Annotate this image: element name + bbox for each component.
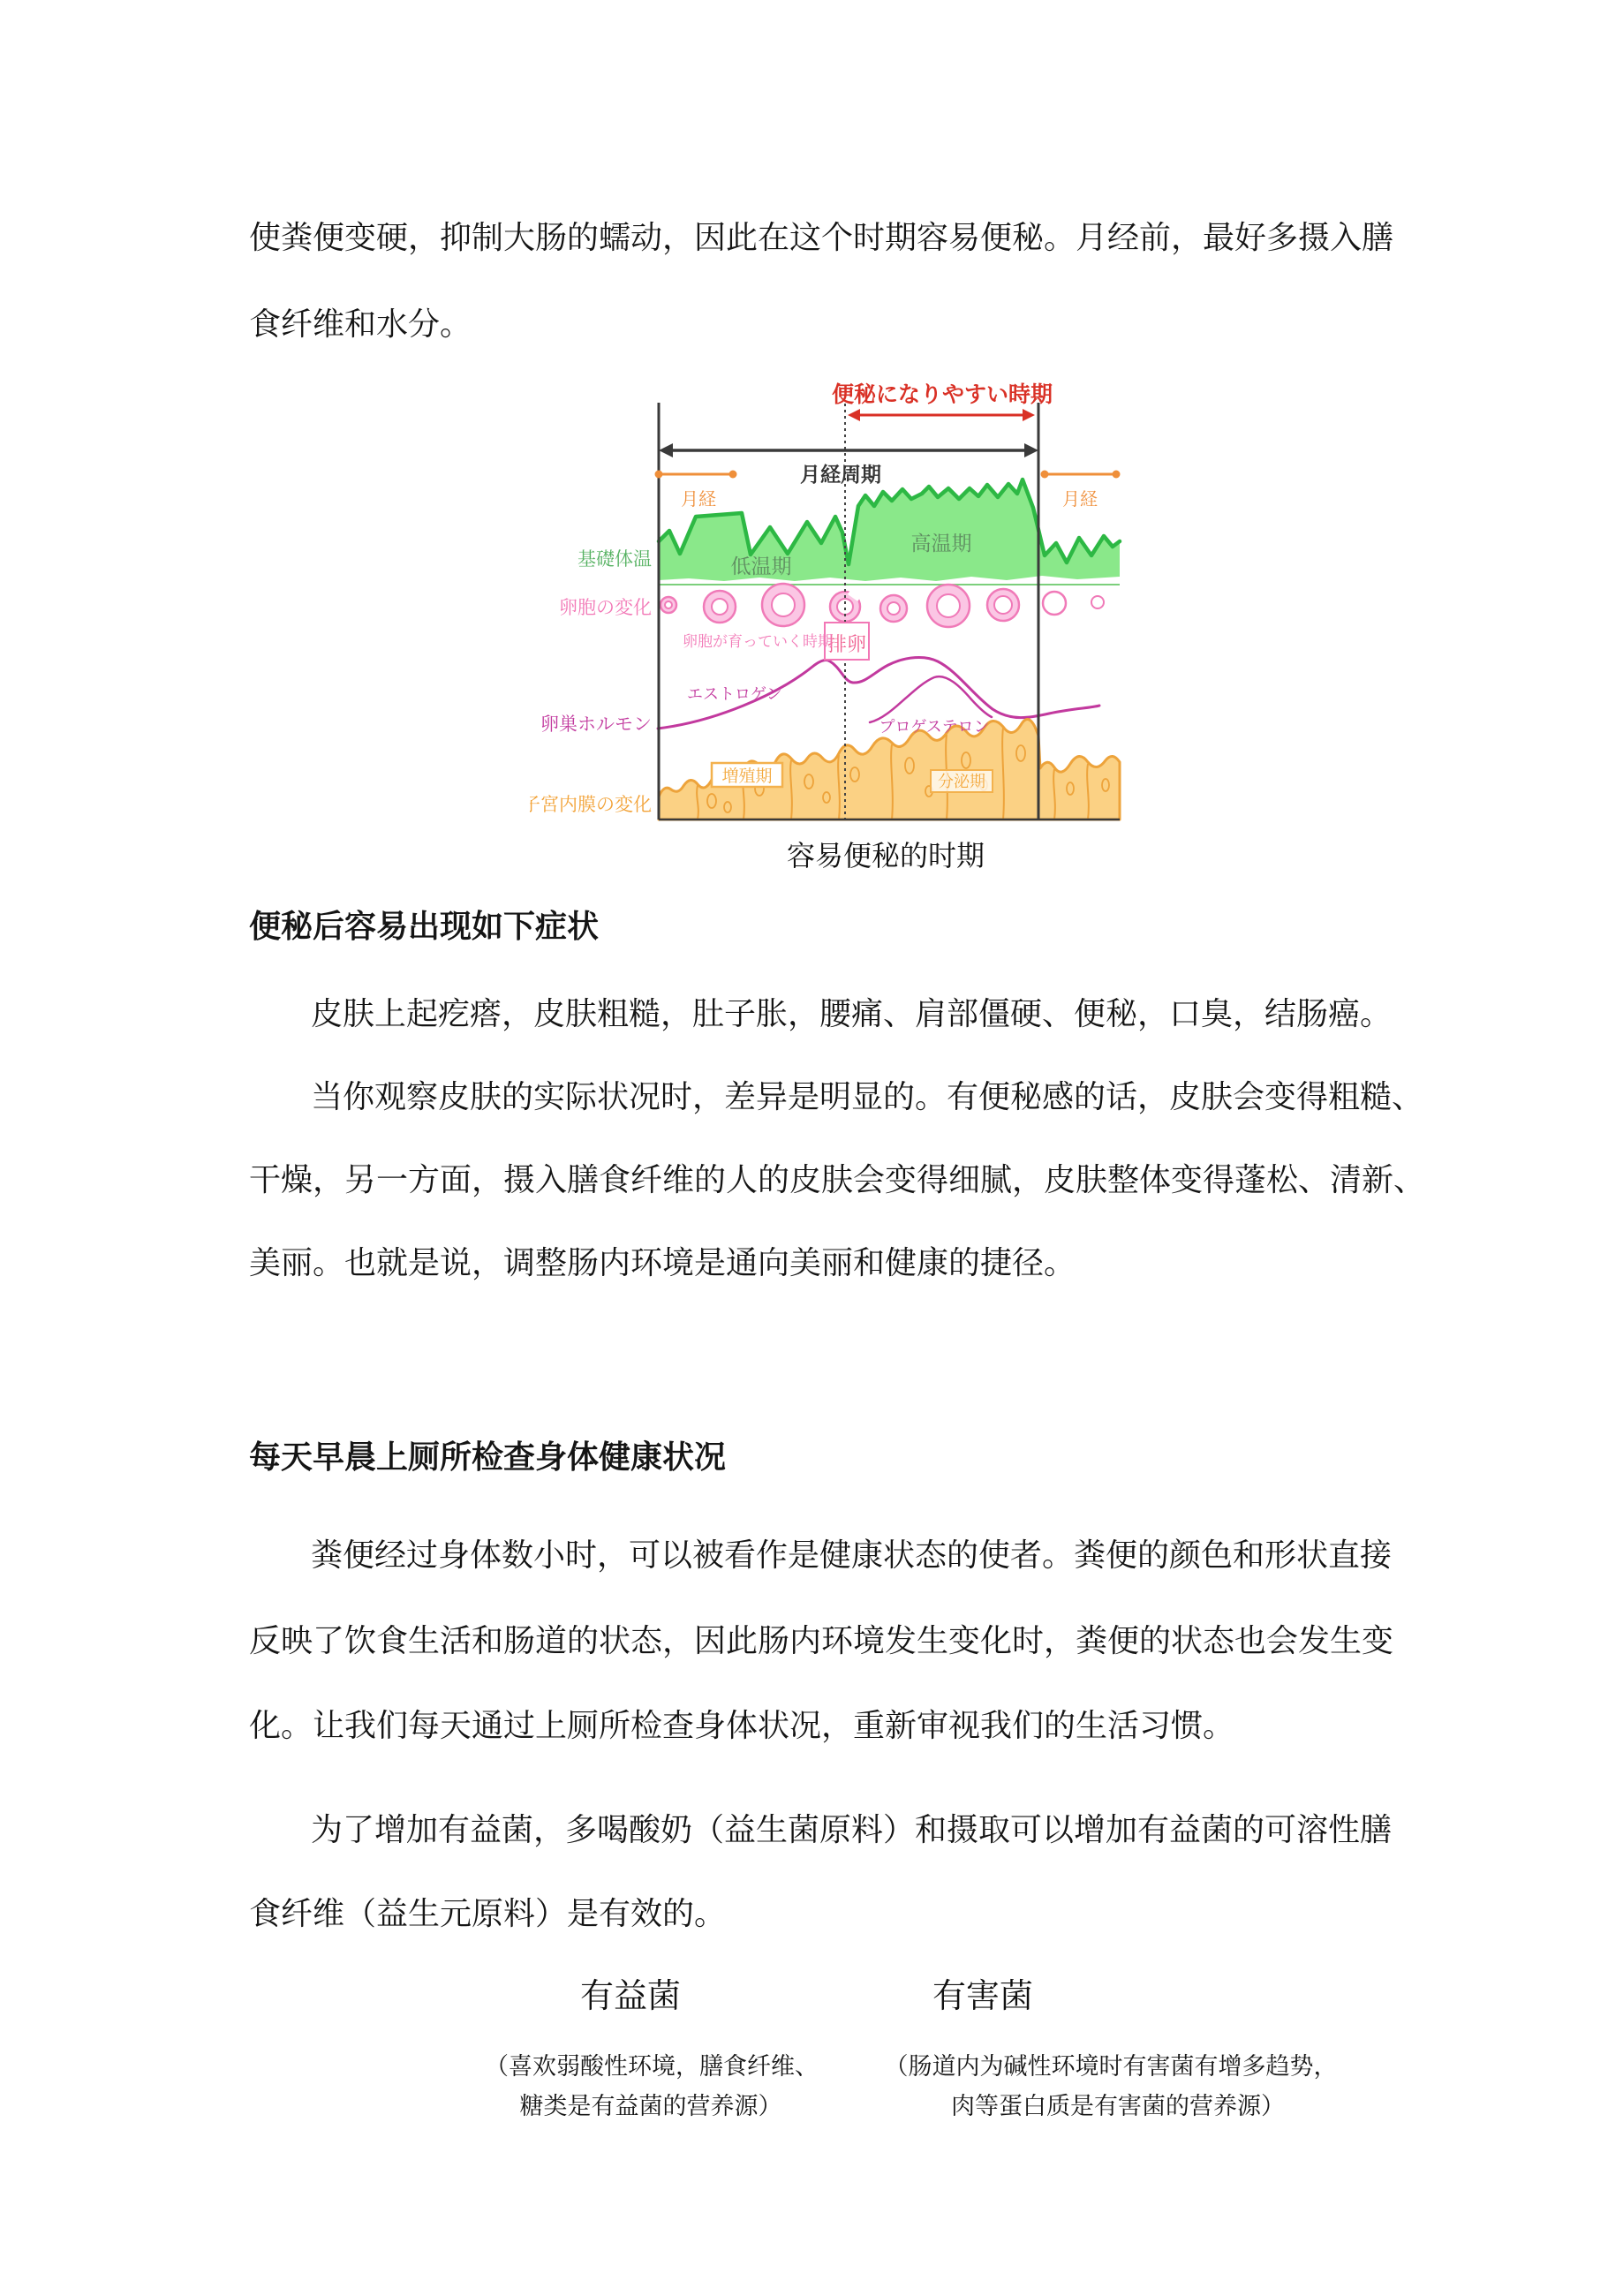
low-temp-label: 低温期 <box>730 555 792 578</box>
paragraph-line: 食纤维和水分。 <box>249 306 472 342</box>
bad-bacteria-note-line: （肠道内为碱性环境时有害菌有增多趋势， <box>884 2053 1338 2080</box>
follicle-growth-label: 卵胞が育っていく時期 <box>683 633 833 650</box>
ovary-hormone-label: 卵巣ホルモン <box>540 714 652 735</box>
paragraph-line: 化。让我们每天通过上厕所检查身体状况，重新审视我们的生活习惯。 <box>249 1708 1235 1743</box>
paragraph-line: 食纤维（益生元原料）是有效的。 <box>249 1896 727 1931</box>
progesterone-curve <box>870 676 992 722</box>
ovulation-label: 排卵 <box>827 633 867 655</box>
endometrium-label: 子宮内膜の変化 <box>530 795 652 815</box>
cycle-arrow-right-head <box>1024 443 1038 457</box>
menses-right-segment <box>1041 471 1121 510</box>
figure-caption: 容易便秘的时期 <box>786 840 985 872</box>
paragraph-line: 使粪便变硬，抑制大肠的蠕动，因此在这个时期容易便秘。月经前，最好多摄入膳 <box>249 220 1394 255</box>
bad-bacteria-note-line: 肉等蛋白质是有害菌的营养源） <box>951 2093 1285 2119</box>
good-bacteria-note-line: （喜欢弱酸性环境，膳食纤维、 <box>485 2053 819 2080</box>
bbt-label: 基礎体温 <box>577 549 652 570</box>
menstrual-cycle-diagram <box>530 366 1130 843</box>
paragraph-line: 干燥，另一方面，摄入膳食纤维的人的皮肤会变得细腻，皮肤整体变得蓬松、清新、 <box>249 1162 1426 1197</box>
follicle-label: 卵胞の変化 <box>559 598 652 618</box>
high-temp-label: 高温期 <box>910 532 972 555</box>
paragraph-line: 皮肤上起疙瘩，皮肤粗糙，肚子胀，腰痛、肩部僵硬、便秘，口臭，结肠癌。 <box>311 996 1393 1031</box>
progesterone-label: プロゲステロン <box>879 718 990 736</box>
menstrual-cycle-figure <box>530 366 1130 843</box>
paragraph-line: 粪便经过身体数小时，可以被看作是健康状态的使者。粪便的颜色和形状直接 <box>311 1537 1393 1573</box>
secretory-phase-box <box>931 770 993 792</box>
paragraph-line: 反映了饮食生活和肠道的状态，因此肠内环境发生变化时，粪便的状态也会发生变 <box>249 1623 1394 1658</box>
good-bacteria-title: 有益菌 <box>579 1978 682 2015</box>
menses-left-segment <box>655 471 737 510</box>
section-heading: 便秘后容易出现如下症状 <box>249 908 600 944</box>
estrogen-label: エストロゲン <box>687 685 782 703</box>
paragraph-line: 美丽。也就是说，调整肠内环境是通向美丽和健康的捷径。 <box>249 1245 1076 1280</box>
cycle-label: 月経周期 <box>800 463 881 486</box>
paragraph-line: 当你观察皮肤的实际状况时，差异是明显的。有便秘感的话，皮肤会变得粗糙、 <box>311 1079 1424 1114</box>
proliferative-phase-box <box>712 763 782 787</box>
cycle-arrow-left-head <box>659 443 673 457</box>
paragraph-line: 为了增加有益菌，多喝酸奶（益生菌原料）和摄取可以增加有益菌的可溶性膳 <box>311 1812 1393 1847</box>
bad-bacteria-title: 有害菌 <box>932 1978 1034 2015</box>
bbt-area-fill <box>659 480 1120 581</box>
constipation-arrow-left-head <box>848 409 860 421</box>
proliferative-phase-label: 増殖期 <box>721 767 773 786</box>
section-heading: 每天早晨上厕所检查身体健康状况 <box>249 1439 727 1475</box>
menses-left-label: 月経 <box>681 490 716 510</box>
diagram-title: 便秘になりやすい時期 <box>831 382 1053 407</box>
good-bacteria-note-line: 糖类是有益菌的营养源） <box>519 2093 782 2119</box>
secretory-phase-label: 分泌期 <box>938 773 985 790</box>
menses-right-label: 月経 <box>1062 490 1098 510</box>
constipation-arrow-right-head <box>1023 409 1035 421</box>
